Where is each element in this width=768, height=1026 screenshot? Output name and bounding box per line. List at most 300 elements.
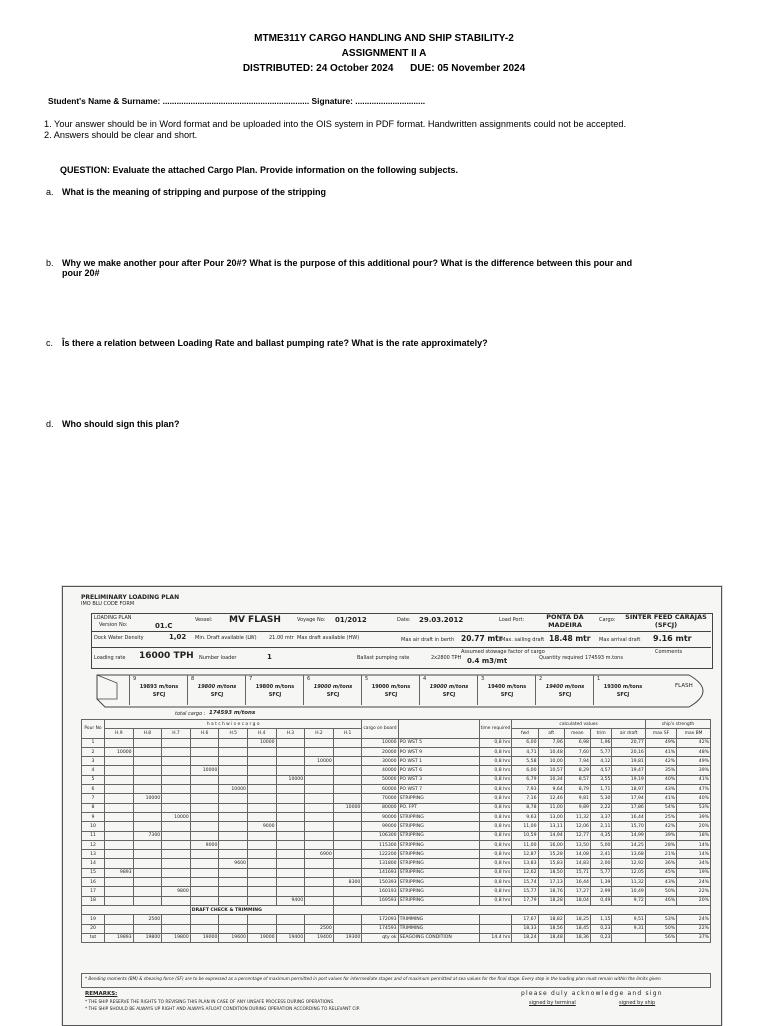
table-cell <box>105 831 134 840</box>
table-cell <box>305 803 334 812</box>
table-cell: 19400 <box>305 933 334 942</box>
table-cell <box>247 812 276 821</box>
table-cell: STRIPPING <box>398 868 479 877</box>
hold-box <box>245 675 304 705</box>
table-cell: 24% <box>677 878 711 887</box>
table-row <box>82 924 711 933</box>
table-cell: 10000 <box>105 747 134 756</box>
table-cell: STRIPPING <box>398 812 479 821</box>
table-cell: STRIPPING <box>398 831 479 840</box>
table-cell: 17,79 <box>512 896 538 905</box>
table-cell: 0,8 hrs <box>479 812 512 821</box>
table-cell: 0,8 hrs <box>479 868 512 877</box>
table-cell <box>133 812 162 821</box>
voyage-label: Voyage No: <box>297 617 326 623</box>
table-cell: 131800 <box>362 859 398 868</box>
hold-quantity: 19893 m/tons <box>139 684 179 690</box>
question-d-text: Who should sign this plan? <box>62 419 180 429</box>
table-cell: 19 <box>82 915 105 924</box>
question-b-text-cont: pour 20# <box>62 268 100 278</box>
table-cell <box>247 887 276 896</box>
table-cell: 41% <box>677 775 711 784</box>
table-cell <box>305 738 334 747</box>
table-cell: 80000 <box>362 803 398 812</box>
date-value: 29.03.2012 <box>419 616 464 624</box>
table-cell <box>333 859 362 868</box>
table-cell <box>333 794 362 803</box>
table-cell <box>247 850 276 859</box>
table-cell <box>247 775 276 784</box>
table-cell: 39% <box>677 812 711 821</box>
table-cell <box>190 757 219 766</box>
hold-box <box>361 675 420 705</box>
table-cell: 17,94 <box>612 794 645 803</box>
arrival-draft-value: 9.16 mtr <box>653 634 692 643</box>
table-cell <box>133 757 162 766</box>
table-row <box>82 859 711 868</box>
table-cell: 10,49 <box>612 887 645 896</box>
table-row <box>82 785 711 794</box>
table-cell: 21% <box>645 850 676 859</box>
table-cell <box>162 924 191 933</box>
table-cell: 50000 <box>362 775 398 784</box>
hold-header: H.8 <box>133 729 162 738</box>
hold-cargo: SFCJ <box>268 692 282 698</box>
table-cell <box>333 924 362 933</box>
hold-quantity: 19400 m/tons <box>487 684 527 690</box>
table-cell: SEAGOING CONDITION <box>398 933 479 942</box>
table-cell <box>247 766 276 775</box>
table-cell: 4,35 <box>590 831 611 840</box>
table-cell <box>162 822 191 831</box>
plan-subtitle: IMO BLU CODE FORM <box>81 601 135 607</box>
table-cell: 48% <box>677 747 711 756</box>
table-cell: 12,06 <box>564 822 590 831</box>
total-cargo-value: 174593 m/tons <box>209 710 256 716</box>
table-cell: 53% <box>645 915 676 924</box>
table-cell <box>305 859 334 868</box>
table-cell <box>305 887 334 896</box>
table-cell <box>276 915 305 924</box>
question-c-number: c. <box>46 338 54 348</box>
table-cell <box>190 831 219 840</box>
table-cell <box>247 878 276 887</box>
table-cell <box>333 747 362 756</box>
table-cell: 50% <box>645 887 676 896</box>
table-cell: 9,89 <box>564 803 590 812</box>
hold-header: H.3 <box>276 729 305 738</box>
question-intro: QUESTION: Evaluate the attached Cargo Plan. Provide information on the following subjects. <box>60 165 459 175</box>
table-cell: 10000 <box>276 775 305 784</box>
table-cell: 12,77 <box>564 831 590 840</box>
due-date: 05 November 2024 <box>437 63 526 74</box>
table-cell: 19893 <box>105 933 134 942</box>
max-sf-header: max SF <box>645 729 676 738</box>
table-cell <box>219 840 248 849</box>
table-cell: 14% <box>677 840 711 849</box>
vessel-value: MV FLASH <box>229 615 281 625</box>
table-cell <box>105 896 134 905</box>
table-cell: 56% <box>645 933 676 942</box>
table-cell: 70000 <box>362 794 398 803</box>
table-cell: 0,8 hrs <box>479 757 512 766</box>
max-air-draft-value: 20.77 mtr <box>461 634 503 643</box>
table-cell <box>162 840 191 849</box>
table-cell <box>276 738 305 747</box>
student-name-label: Student's Name & Surname: ............................................................... <box>48 96 310 106</box>
table-cell: 18,24 <box>512 933 538 942</box>
table-cell <box>219 850 248 859</box>
hold-number: 6 <box>307 676 311 682</box>
question-a-number: a. <box>46 187 54 197</box>
sailing-draft-label: Max. sailing draft <box>501 637 545 643</box>
table-cell: PO WST 1 <box>398 757 479 766</box>
table-cell <box>162 878 191 887</box>
table-cell: 16,44 <box>612 812 645 821</box>
table-cell <box>133 766 162 775</box>
hold-box <box>187 675 246 705</box>
table-cell: STRIPPING <box>398 896 479 905</box>
hold-cargo: SFCJ <box>442 692 456 698</box>
table-cell <box>276 878 305 887</box>
ballast-value: 2x2800 TPH <box>431 655 462 661</box>
table-cell <box>305 840 334 849</box>
table-cell: 7,94 <box>564 757 590 766</box>
comments-label: Comments <box>655 649 683 655</box>
table-cell <box>162 738 191 747</box>
table-cell: 1,15 <box>590 915 611 924</box>
table-cell: 0,8 hrs <box>479 766 512 775</box>
table-cell <box>105 766 134 775</box>
table-cell: 19,19 <box>612 775 645 784</box>
table-cell <box>133 747 162 756</box>
table-cell: 1 <box>82 738 105 747</box>
table-cell <box>162 785 191 794</box>
table-cell <box>333 868 362 877</box>
table-cell: 160193 <box>362 887 398 896</box>
draft-check-label: DRAFT CHECK & TRIMMING <box>190 905 333 914</box>
table-cell <box>219 924 248 933</box>
table-cell: 14,94 <box>538 831 564 840</box>
table-cell <box>133 878 162 887</box>
table-cell: 6,98 <box>564 738 590 747</box>
table-cell <box>247 794 276 803</box>
table-cell <box>133 896 162 905</box>
table-cell <box>105 775 134 784</box>
table-cell <box>190 738 219 747</box>
table-cell: 10,57 <box>538 766 564 775</box>
distributed-label: DISTRIBUTED: <box>242 63 314 74</box>
table-cell: 8,79 <box>564 785 590 794</box>
table-cell: 10000 <box>305 757 334 766</box>
loaders-value: 1 <box>267 653 272 661</box>
table-cell <box>305 831 334 840</box>
table-cell: 3,55 <box>590 775 611 784</box>
table-cell: 0,8 hrs <box>479 803 512 812</box>
table-cell: 0,8 hrs <box>479 896 512 905</box>
table-cell <box>105 840 134 849</box>
remark-1: * THE SHIP RESERVE THE RIGHTS TO REVISING THIS PLAN IN CASE OF ANY UNSAFE PROCESS DURING OPERATIONS. <box>85 1000 335 1005</box>
table-cell: 18,97 <box>612 785 645 794</box>
total-cargo-label: total cargo : <box>175 711 206 717</box>
table-cell: 47% <box>677 785 711 794</box>
hold-header: H.5 <box>219 729 248 738</box>
question-c-text: Îs there a relation between Loading Rate and ballast pumping rate? What is the rate approximately? <box>62 338 488 348</box>
acknowledge-text: please duly acknowledge and sign <box>521 990 663 997</box>
table-cell <box>247 840 276 849</box>
table-cell <box>276 831 305 840</box>
hold-quantity: 19000 m/tons <box>371 684 411 690</box>
fwd-header: fwd <box>512 729 538 738</box>
table-cell: 0,8 hrs <box>479 775 512 784</box>
table-cell: STRIPPING <box>398 887 479 896</box>
table-cell: 5,30 <box>590 794 611 803</box>
version-label: Version No: <box>99 622 128 628</box>
table-cell: 17,13 <box>538 878 564 887</box>
table-cell <box>105 915 134 924</box>
instruction-2: 2. Answers should be clear and short. <box>44 130 198 140</box>
table-cell <box>105 757 134 766</box>
min-draft-label: Min. Draft available (LW) <box>195 635 257 641</box>
table-cell: 12 <box>82 840 105 849</box>
table-cell: 115300 <box>362 840 398 849</box>
stowage-label: Assumed stowage factor of cargo <box>461 649 545 655</box>
time-header: time required <box>479 720 512 739</box>
table-cell: 17,27 <box>564 887 590 896</box>
table-cell: 15,83 <box>538 859 564 868</box>
table-cell <box>276 794 305 803</box>
table-cell: 18,36 <box>564 933 590 942</box>
table-cell <box>247 868 276 877</box>
table-cell: 12,62 <box>512 868 538 877</box>
table-cell <box>276 887 305 896</box>
table-cell: 0,8 hrs <box>479 747 512 756</box>
table-cell: 7300 <box>133 831 162 840</box>
table-row <box>82 794 711 803</box>
table-cell: 9893 <box>105 868 134 877</box>
table-cell <box>247 757 276 766</box>
table-cell: 9800 <box>162 887 191 896</box>
table-cell <box>162 831 191 840</box>
table-cell: 14,83 <box>564 859 590 868</box>
table-cell: STRIPPING <box>398 850 479 859</box>
date-label: Date: <box>397 617 411 623</box>
table-cell: 41% <box>645 747 676 756</box>
draft-check-row <box>82 905 711 914</box>
table-cell: 10000 <box>247 738 276 747</box>
table-row <box>82 747 711 756</box>
table-cell <box>133 887 162 896</box>
table-cell: 18,28 <box>538 896 564 905</box>
table-cell: 9000 <box>190 840 219 849</box>
table-cell: 15,77 <box>512 887 538 896</box>
hold-cargo: SFCJ <box>210 692 224 698</box>
loading-rate-label: Loading rate <box>94 655 126 661</box>
table-cell <box>162 775 191 784</box>
table-row <box>82 812 711 821</box>
table-cell: 4,71 <box>512 747 538 756</box>
table-cell: 10,59 <box>512 831 538 840</box>
table-cell: 11 <box>82 831 105 840</box>
signed-by-terminal: signed by terminal <box>529 1000 576 1006</box>
draft-check-spacer <box>333 905 710 914</box>
table-cell: 7,96 <box>538 738 564 747</box>
table-cell: 9000 <box>247 822 276 831</box>
table-cell: 2,11 <box>590 822 611 831</box>
table-cell <box>247 859 276 868</box>
pour-header: Pour No <box>82 720 105 739</box>
table-cell <box>333 785 362 794</box>
table-cell <box>219 766 248 775</box>
student-line <box>48 96 425 106</box>
table-cell: STRIPPING <box>398 840 479 849</box>
table-cell <box>190 896 219 905</box>
table-cell <box>190 868 219 877</box>
table-cell <box>276 747 305 756</box>
table-cell <box>105 859 134 868</box>
table-row <box>82 887 711 896</box>
table-cell: 7,60 <box>564 747 590 756</box>
table-cell <box>133 803 162 812</box>
hold-number: 2 <box>539 676 543 682</box>
table-cell: 1,96 <box>590 738 611 747</box>
table-cell: 0,8 hrs <box>479 794 512 803</box>
hold-number: 9 <box>133 676 137 682</box>
table-cell: 0,49 <box>590 896 611 905</box>
table-row <box>82 738 711 747</box>
table-row <box>82 757 711 766</box>
table-cell: 13,00 <box>538 812 564 821</box>
table-cell <box>162 850 191 859</box>
hold-number: 1 <box>597 676 601 682</box>
table-cell: 46% <box>645 896 676 905</box>
table-cell <box>219 757 248 766</box>
hold-box <box>129 675 188 705</box>
dock-density-value: 1,02 <box>169 633 187 641</box>
table-cell <box>219 887 248 896</box>
table-cell: TRIMMING <box>398 924 479 933</box>
table-cell: 13,50 <box>564 840 590 849</box>
table-cell <box>247 896 276 905</box>
table-cell: PO WST 7 <box>398 785 479 794</box>
table-cell: 22% <box>677 887 711 896</box>
table-cell: 6,79 <box>512 775 538 784</box>
hold-quantity: 19000 m/tons <box>313 684 353 690</box>
table-cell: 17,67 <box>512 915 538 924</box>
table-cell: 43% <box>645 785 676 794</box>
table-cell: 0,8 hrs <box>479 840 512 849</box>
loading-plan-label: LOADING PLAN <box>94 615 132 621</box>
table-cell: 9,51 <box>612 915 645 924</box>
table-cell <box>162 766 191 775</box>
question-b-text: Why we make another pour after Pour 20#? What is the purpose of this additional pour? What is the difference between this pour and <box>62 258 633 268</box>
hold-cargo: SFCJ <box>616 692 630 698</box>
hold-number: 4 <box>423 676 427 682</box>
table-cell: 34% <box>677 859 711 868</box>
table-cell <box>333 757 362 766</box>
load-port-label: Load Port: <box>499 617 525 623</box>
table-cell: 19000 <box>190 933 219 942</box>
table-cell: 17 <box>82 887 105 896</box>
table-cell: 11,32 <box>612 878 645 887</box>
table-cell: 169593 <box>362 896 398 905</box>
strength-header: ship's strength <box>645 720 710 729</box>
table-cell: 20% <box>677 822 711 831</box>
trim-header: trim <box>590 729 611 738</box>
hold-box <box>303 675 362 705</box>
table-cell: 106300 <box>362 831 398 840</box>
table-cell: 19800 <box>133 933 162 942</box>
table-cell: 18,45 <box>564 924 590 933</box>
table-cell: 37% <box>677 933 711 942</box>
table-cell: 42% <box>645 757 676 766</box>
table-cell: PO WST 5 <box>398 738 479 747</box>
question-d-number: d. <box>46 419 54 429</box>
table-cell <box>219 747 248 756</box>
hold-number: 5 <box>365 676 369 682</box>
hold-quantity: 19000 m/tons <box>429 684 469 690</box>
table-cell: 19400 <box>276 933 305 942</box>
table-cell <box>162 757 191 766</box>
table-cell: 13,83 <box>512 859 538 868</box>
hold-header: H.9 <box>105 729 134 738</box>
table-cell <box>305 785 334 794</box>
table-cell: 11,00 <box>538 803 564 812</box>
cargo-value: SINTER FEED CARAJAS (SFCJ) <box>625 613 707 629</box>
table-row <box>82 896 711 905</box>
on-board-header: cargo on board <box>362 720 398 739</box>
hold-cargo: SFCJ <box>558 692 572 698</box>
table-row <box>82 933 711 942</box>
table-cell: STRIPPING <box>398 878 479 887</box>
table-cell <box>333 850 362 859</box>
cargo-plan-image <box>62 586 722 1026</box>
table-cell <box>333 840 362 849</box>
table-cell <box>247 785 276 794</box>
table-cell: 12,05 <box>612 868 645 877</box>
dates-line <box>0 63 768 74</box>
table-cell: 19800 <box>162 933 191 942</box>
table-cell: 7 <box>82 794 105 803</box>
table-cell <box>105 850 134 859</box>
assignment-title: ASSIGNMENT II A <box>341 48 427 59</box>
hold-quantity: 19400 m/tons <box>545 684 585 690</box>
ballast-label: Ballast pumping rate <box>357 655 410 661</box>
loading-rate-value: 16000 TPH <box>139 651 194 661</box>
table-cell <box>190 812 219 821</box>
table-cell <box>162 859 191 868</box>
distributed-date: 24 October 2024 <box>316 63 394 74</box>
dock-density-label: Dock Water Density <box>94 635 144 641</box>
plan-info-divider <box>91 647 711 648</box>
table-cell: 9,72 <box>612 896 645 905</box>
table-cell <box>190 924 219 933</box>
table-cell <box>219 775 248 784</box>
table-cell: 2 <box>82 747 105 756</box>
table-cell <box>105 803 134 812</box>
table-cell: 20000 <box>362 747 398 756</box>
vessel-label: Vessel: <box>195 617 213 623</box>
max-bm-header: max BM <box>677 729 711 738</box>
table-cell: 10000 <box>362 738 398 747</box>
table-cell: 11,00 <box>512 822 538 831</box>
table-cell: 7,93 <box>512 785 538 794</box>
hatchwise-header: h a t c h w i s e c a r g o <box>105 720 362 729</box>
table-cell <box>333 812 362 821</box>
table-cell: 15 <box>82 868 105 877</box>
table-cell <box>305 878 334 887</box>
table-cell <box>133 785 162 794</box>
